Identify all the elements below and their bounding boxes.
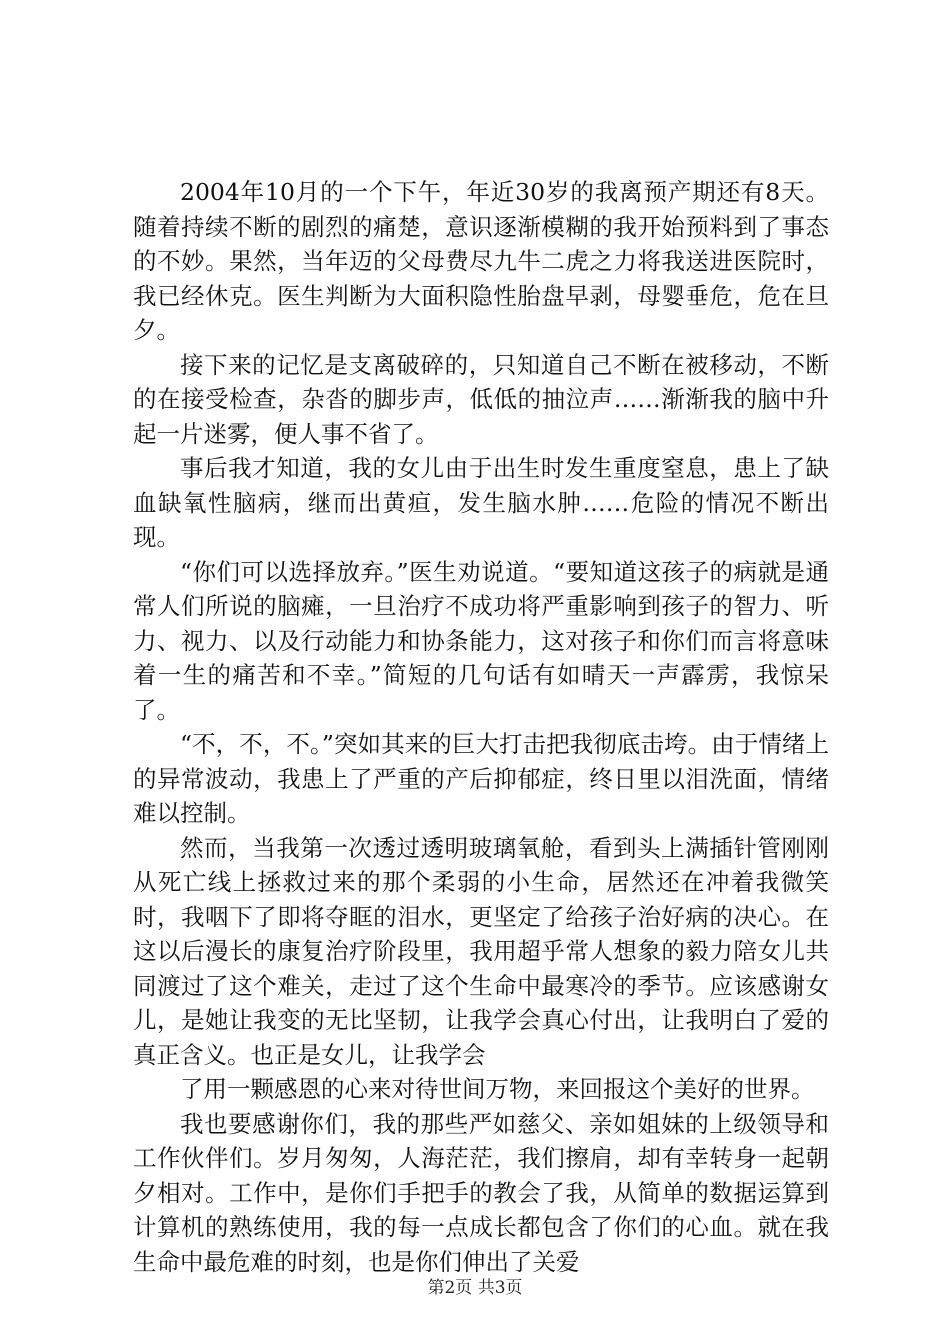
paragraph: 接下来的记忆是支离破碎的，只知道自己不断在被移动，不断的在接受检查，杂沓的脚步声，低低的抽泣声……渐渐我的脑中升起一片迷雾，便人事不省了。 [133,350,829,448]
paragraph: “不，不，不。”突如其来的巨大打击把我彻底击垮。由于情绪上的异常波动，我患上了严重的产后抑郁症，终日里以泪洗面，情绪难以控制。 [133,730,829,827]
paragraph: 然而，当我第一次透过透明玻璃氧舱，看到头上满插针管刚刚从死亡线上拯救过来的那个柔弱的小生命，居然还在冲着我微笑时，我咽下了即将夺眶的泪水，更坚定了给孩子治好病的决心。在这以后漫长的康复治疗阶段里，我用超乎常人想象的毅力陪女儿共同渡过了这个难关，走过了这个生命中最寒冷的季节。应该感谢女儿，是她让我变的无比坚韧，让我学会真心付出，让我明白了爱的真正含义。也正是女儿，让我学会 [133,833,829,1069]
paragraph: 事后我才知道，我的女儿由于出生时发生重度窒息，患上了缺血缺氧性脑病，继而出黄疸，发生脑水肿……危险的情况不断出现。 [133,454,829,551]
paragraph: 2004年10月的一个下午，年近30岁的我离预产期还有8天。随着持续不断的剧烈的痛楚，意识逐渐模糊的我开始预料到了事态的不妙。果然，当年迈的父母费尽九牛二虎之力将我送进医院时，我已经休克。医生判断为大面积隐性胎盘早剥，母婴垂危，危在旦夕。 [133,178,829,344]
paragraph: 我也要感谢你们，我的那些严如慈父、亲如姐妹的上级领导和工作伙伴们。岁月匆匆，人海茫茫，我们擦肩，却有幸转身一起朝夕相对。工作中，是你们手把手的教会了我，从简单的数据运算到计算机的熟练使用，我的每一点成长都包含了你们的心血。就在我生命中最危难的时刻，也是你们伸出了关爱 [133,1109,829,1276]
paragraph: “你们可以选择放弃。”医生劝说道。“要知道这孩子的病就是通常人们所说的脑瘫，一旦治疗不成功将严重影响到孩子的智力、听力、视力、以及行动能力和协条能力，这对孩子和你们而言将意味着一生的痛苦和不幸。”简短的几句话有如晴天一声霹雳，我惊呆了。 [133,557,829,724]
page-footer [0,1273,950,1298]
paragraph: 了用一颗感恩的心来对待世间万物，来回报这个美好的世界。 [180,1075,815,1103]
page-number-label: 第2页 共3页 [427,1278,523,1298]
body-text [133,175,829,1279]
